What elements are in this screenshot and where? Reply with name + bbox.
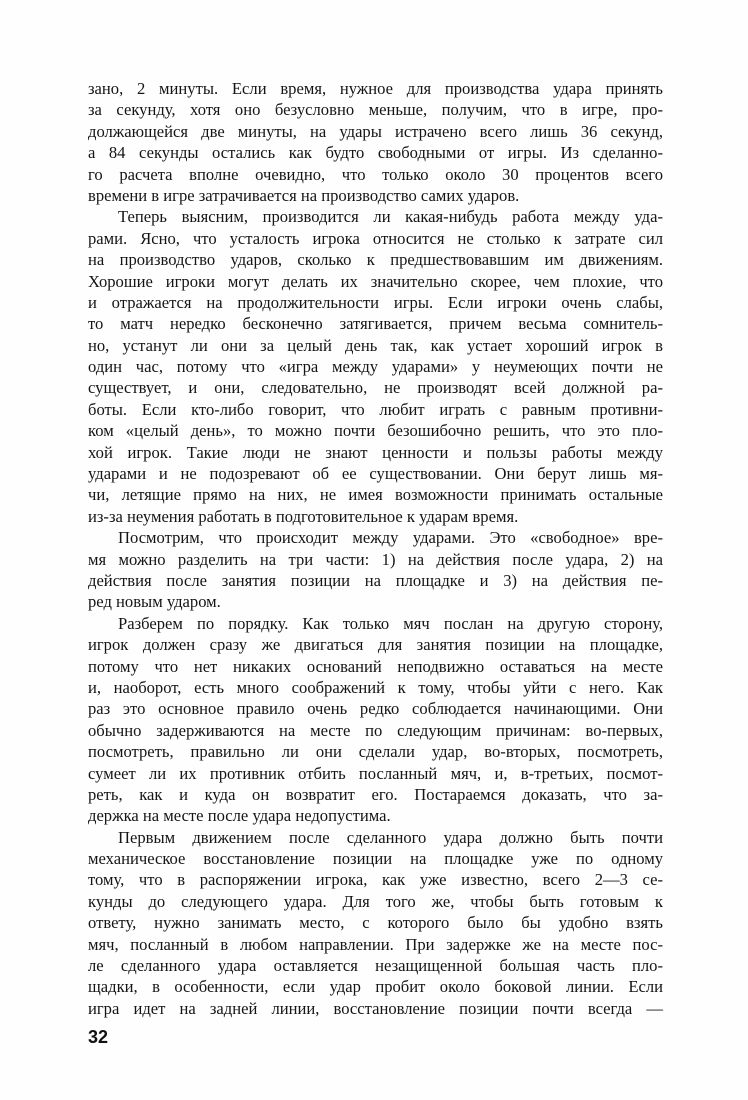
text-line: ударами и не подозревают об ее существовании. Они берут лишь мя- [88,464,663,484]
text-line: мя можно разделить на три части: 1) на действия после удара, 2) на [88,549,663,569]
text-line: щадки, в особенности, если удар пробит около боковой линии. Если [88,977,663,997]
text-line: потому что нет никаких оснований неподвижно оставаться на месте [88,656,663,676]
text-line: а 84 секунды остались как будто свободными от игры. Из сделанно- [88,143,663,163]
text-line: сумеет ли их противник отбить посланный мяч, и, в-третьих, посмот- [88,763,663,783]
text-line: го расчета вполне очевидно, что только около 30 процентов всего [88,164,663,184]
body-text [88,78,663,1019]
text-line: на производство ударов, сколько к предшествовавшим им движениям. [88,250,663,270]
text-line: Хорошие игроки могут делать их значительно скорее, чем плохие, что [88,271,663,291]
paragraph [88,78,663,206]
text-line: игра идет на задней линии, восстановление позиции почти всегда — [88,998,663,1018]
text-line: игрок должен сразу же двигаться для занятия позиции на площадке, [88,635,663,655]
text-line: существует, и они, следовательно, не производят всей должной ра- [88,378,663,398]
text-line: раз это основное правило очень редко соблюдается начинающими. Они [88,699,663,719]
text-line: хой игрок. Такие люди не знают ценности и пользы работы между [88,442,663,462]
text-line: держка на месте после удара недопустима. [88,806,391,826]
text-line: механическое восстановление позиции на площадке уже по одному [88,849,663,869]
text-line: действия после занятия позиции на площадке и 3) на действия пе- [88,570,663,590]
text-line: тому, что в распоряжении игрока, как уже известно, всего 2—3 се- [88,870,663,890]
text-line: обычно задерживаются на месте по следующим причинам: во-первых, [88,720,663,740]
paragraph [88,206,663,527]
text-line: боты. Если кто-либо говорит, что любит играть с равным противни- [88,399,663,419]
text-line: Теперь выясним, производится ли какая-нибудь работа между уда- [118,207,663,227]
text-line: из-за неумения работать в подготовительное к ударам время. [88,506,519,526]
paragraph [88,613,663,827]
text-line: за секунду, хотя оно безусловно меньше, получим, что в игре, про- [88,100,663,120]
text-line: и, наоборот, есть много соображений к тому, чтобы уйти с него. Как [88,677,663,697]
text-line: Посмотрим, что происходит между ударами. Это «свободное» вре- [118,528,663,548]
text-line: один час, потому что «игра между ударами» у неумеющих почти не [88,357,663,377]
text-line: ком «целый день», то можно почти безошибочно решить, что это пло- [88,421,663,441]
text-line: кунды до следующего удара. Для того же, чтобы быть готовым к [88,891,663,911]
text-line: Разберем по порядку. Как только мяч послан на другую сторону, [118,613,663,633]
text-line: зано, 2 минуты. Если время, нужное для производства удара принять [88,79,663,98]
text-line: рами. Ясно, что усталость игрока относится не столько к затрате сил [88,228,663,248]
paragraph [88,827,663,1020]
page-number: 32 [88,1027,109,1047]
text-line: времени в игре затрачивается на производство самих ударов. [88,185,520,205]
text-line: Первым движением после сделанного удара должно быть почти [118,827,663,847]
text-line: мяч, посланный в любом направлении. При задержке же на месте пос- [88,934,663,954]
text-line: должающейся две минуты, на удары истрачено всего лишь 36 секунд, [88,121,663,141]
text-line: посмотреть, правильно ли они сделали удар, во-вторых, посмотреть, [88,742,663,762]
text-line: чи, летящие прямо на них, не имея возможности принимать остальные [88,485,663,505]
text-line: ред новым ударом. [88,592,221,612]
paragraph [88,527,663,613]
text-line: реть, как и куда он возвратит его. Постараемся доказать, что за- [88,784,663,804]
text-line: то матч нередко бесконечно затягивается, причем весьма сомнитель- [88,314,663,334]
text-line: ответу, нужно занимать место, с которого было бы удобно взять [88,913,663,933]
text-line: и отражается на продолжительности игры. Если игроки очень слабы, [88,292,663,312]
text-line: ле сделанного удара оставляется незащищенной большая часть пло- [88,956,663,976]
text-line: но, устанут ли они за целый день так, как устает хороший игрок в [88,335,663,355]
